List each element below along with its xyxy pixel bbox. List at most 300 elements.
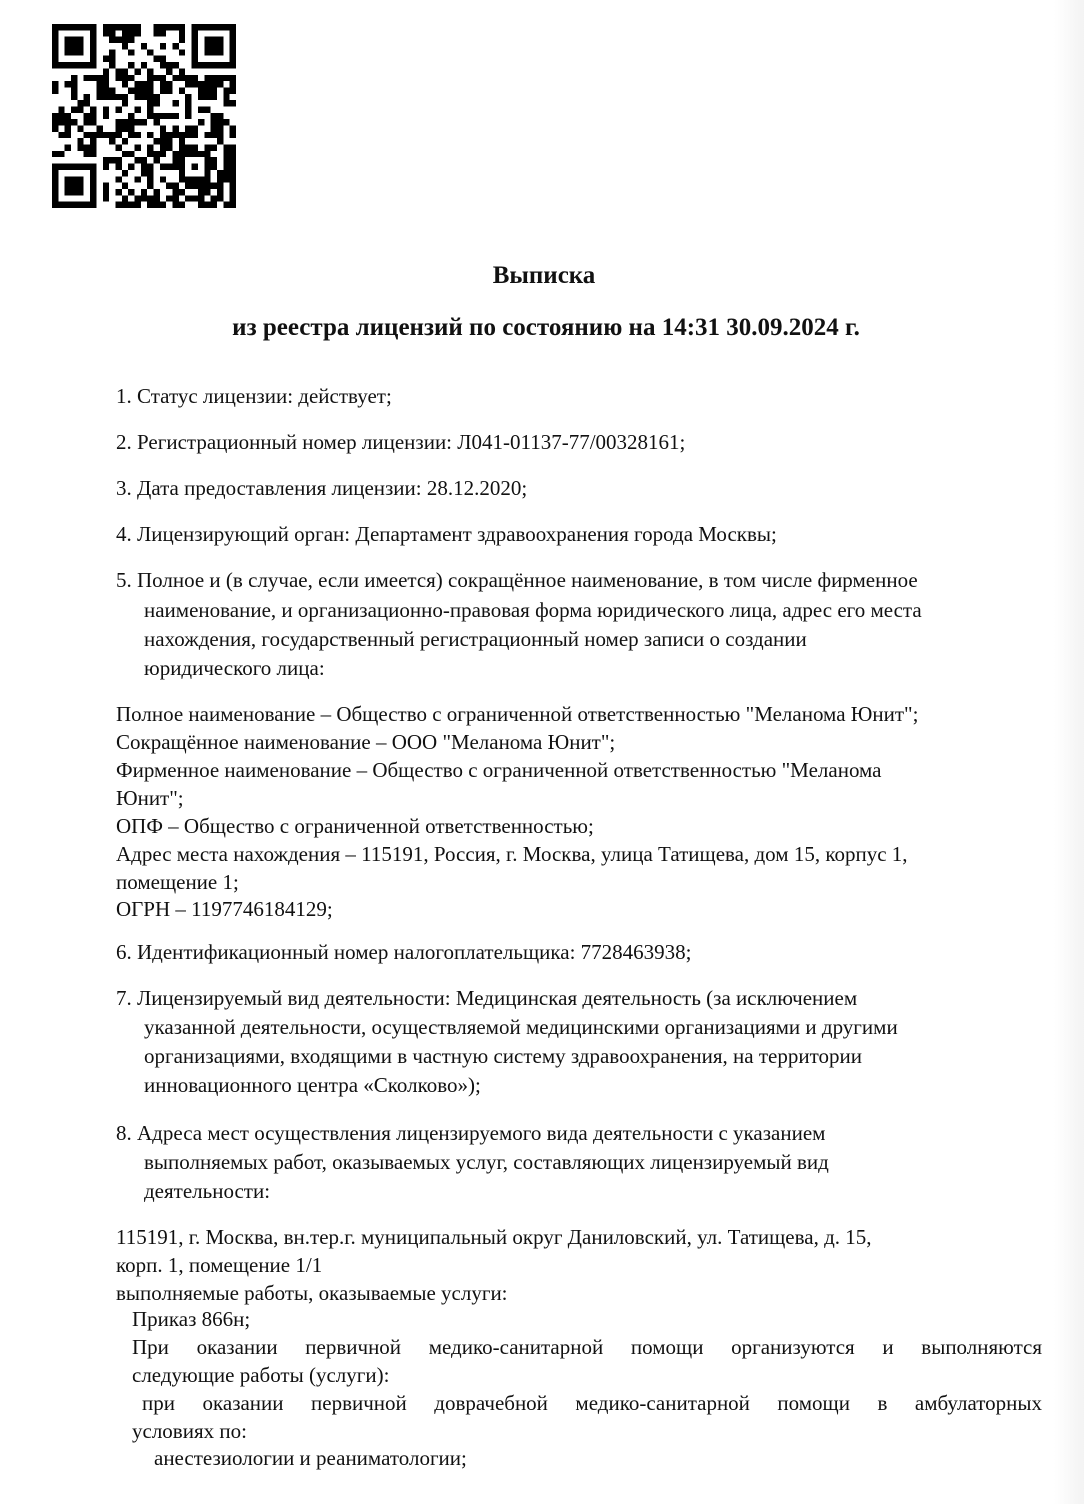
- qr-module: [223, 100, 229, 106]
- qr-module: [230, 189, 236, 195]
- qr-module: [77, 62, 83, 68]
- qr-module: [204, 176, 210, 182]
- qr-module: [230, 24, 236, 30]
- item7-line: указанной деятельности, осуществляемой медицинскими организациями и другими: [144, 1015, 898, 1039]
- qr-module: [192, 145, 198, 151]
- qr-module: [128, 37, 134, 43]
- qr-module: [211, 126, 217, 132]
- qr-module: [166, 81, 172, 87]
- qr-module: [128, 49, 134, 55]
- qr-module: [185, 94, 191, 100]
- address-line-cont: помещение 1;: [116, 870, 239, 894]
- services-paragraph-line: При оказании первичной медико-санитарной помощи организуются и выполняются: [132, 1335, 1042, 1359]
- qr-module: [154, 119, 160, 125]
- qr-module: [90, 164, 96, 170]
- qr-module: [230, 81, 236, 87]
- qr-module: [77, 189, 83, 195]
- qr-module: [52, 81, 58, 87]
- qr-module: [217, 81, 223, 87]
- qr-module: [166, 62, 172, 68]
- qr-module: [103, 106, 109, 112]
- qr-module: [211, 119, 217, 125]
- qr-module: [173, 100, 179, 106]
- qr-module: [230, 176, 236, 182]
- qr-module: [90, 119, 96, 125]
- qr-module: [211, 49, 217, 55]
- qr-module: [147, 151, 153, 157]
- qr-module: [160, 81, 166, 87]
- qr-module: [166, 138, 172, 144]
- qr-module: [179, 151, 185, 157]
- qr-module: [103, 30, 109, 36]
- item-license-date: 3. Дата предоставления лицензии: 28.12.2020;: [116, 476, 528, 500]
- document-title: Выписка: [492, 262, 596, 289]
- qr-module: [173, 195, 179, 201]
- qr-module: [128, 113, 134, 119]
- qr-module: [147, 94, 153, 100]
- qr-module: [192, 75, 198, 81]
- qr-module: [179, 24, 185, 30]
- qr-module: [192, 126, 198, 132]
- qr-module: [154, 113, 160, 119]
- activity-address-line-cont: корп. 1, помещение 1/1: [116, 1253, 323, 1277]
- qr-module: [122, 151, 128, 157]
- qr-module: [52, 195, 58, 201]
- activity-address-line: 115191, г. Москва, вн.тер.г. муниципальный округ Даниловский, ул. Татищева, д. 15,: [116, 1225, 872, 1249]
- qr-module: [160, 62, 166, 68]
- qr-module: [154, 202, 160, 208]
- qr-module: [134, 87, 140, 93]
- qr-module: [160, 202, 166, 208]
- qr-module: [122, 202, 128, 208]
- qr-module: [185, 100, 191, 106]
- qr-module: [90, 106, 96, 112]
- qr-module: [204, 151, 210, 157]
- qr-module: [204, 75, 210, 81]
- qr-module: [217, 195, 223, 201]
- services-paragraph-line-cont: следующие работы (услуги):: [132, 1363, 390, 1387]
- qr-module: [230, 100, 236, 106]
- qr-module: [122, 37, 128, 43]
- qr-module: [52, 183, 58, 189]
- qr-module: [52, 126, 58, 132]
- qr-module: [230, 170, 236, 176]
- qr-module: [115, 202, 121, 208]
- qr-module: [185, 81, 191, 87]
- qr-module: [65, 132, 71, 138]
- ogrn-line: ОГРН – 1197746184129;: [116, 897, 333, 921]
- qr-module: [211, 37, 217, 43]
- qr-module: [77, 176, 83, 182]
- qr-module: [115, 157, 121, 163]
- qr-module: [185, 176, 191, 182]
- qr-module: [230, 157, 236, 163]
- qr-module: [230, 56, 236, 62]
- qr-module: [122, 119, 128, 125]
- outpatient-line: при оказании первичной доврачебной медико-санитарной помощи в амбулаторных: [142, 1391, 1042, 1415]
- item5-line: юридического лица:: [144, 656, 325, 680]
- qr-module: [204, 170, 210, 176]
- qr-module: [223, 176, 229, 182]
- qr-module: [128, 164, 134, 170]
- qr-module: [115, 176, 121, 182]
- qr-module: [128, 189, 134, 195]
- qr-module: [71, 189, 77, 195]
- qr-module: [96, 81, 102, 87]
- qr-module: [179, 145, 185, 151]
- qr-module: [109, 37, 115, 43]
- qr-module: [52, 56, 58, 62]
- qr-module: [65, 202, 71, 208]
- qr-module: [115, 24, 121, 30]
- qr-module: [160, 75, 166, 81]
- qr-module: [134, 176, 140, 182]
- qr-module: [77, 126, 83, 132]
- qr-module: [52, 151, 58, 157]
- qr-module: [103, 24, 109, 30]
- qr-module: [122, 30, 128, 36]
- qr-module: [217, 24, 223, 30]
- qr-module: [71, 94, 77, 100]
- qr-module: [230, 87, 236, 93]
- qr-module: [71, 87, 77, 93]
- qr-module: [90, 75, 96, 81]
- qr-module: [134, 202, 140, 208]
- qr-module: [204, 81, 210, 87]
- qr-module: [122, 68, 128, 74]
- qr-module: [192, 24, 198, 30]
- qr-module: [128, 126, 134, 132]
- qr-module: [65, 81, 71, 87]
- qr-module: [185, 75, 191, 81]
- qr-module: [65, 119, 71, 125]
- qr-module: [90, 43, 96, 49]
- qr-module: [141, 87, 147, 93]
- qr-module: [185, 132, 191, 138]
- qr-module: [230, 43, 236, 49]
- qr-module: [103, 68, 109, 74]
- qr-module: [52, 119, 58, 125]
- qr-module: [173, 151, 179, 157]
- qr-module: [77, 24, 83, 30]
- qr-module: [173, 189, 179, 195]
- qr-module: [65, 24, 71, 30]
- qr-module: [52, 37, 58, 43]
- qr-module: [115, 94, 121, 100]
- item5-line: нахождения, государственный регистрационный номер записи о создании: [144, 627, 807, 651]
- qr-module: [211, 75, 217, 81]
- qr-module: [198, 94, 204, 100]
- brand-name-line-cont: Юнит";: [116, 786, 184, 810]
- qr-module: [122, 81, 128, 87]
- qr-module: [103, 81, 109, 87]
- item5-line: 5. Полное и (в случае, если имеется) сокращённое наименование, в том числе фирменное: [116, 568, 918, 592]
- qr-module: [122, 183, 128, 189]
- qr-module: [65, 37, 71, 43]
- qr-module: [134, 119, 140, 125]
- qr-module: [179, 75, 185, 81]
- qr-module: [58, 113, 64, 119]
- outpatient-line-cont: условиях по:: [132, 1419, 247, 1443]
- qr-module: [204, 189, 210, 195]
- qr-module: [115, 132, 121, 138]
- qr-module: [185, 151, 191, 157]
- qr-module: [173, 157, 179, 163]
- qr-module: [122, 43, 128, 49]
- qr-module: [109, 132, 115, 138]
- qr-module: [122, 100, 128, 106]
- qr-module: [192, 43, 198, 49]
- qr-module: [173, 126, 179, 132]
- qr-module: [192, 49, 198, 55]
- qr-module: [90, 132, 96, 138]
- qr-module: [90, 37, 96, 43]
- qr-module: [128, 119, 134, 125]
- qr-module: [160, 176, 166, 182]
- qr-module: [185, 145, 191, 151]
- qr-module: [103, 157, 109, 163]
- qr-module: [134, 68, 140, 74]
- qr-module: [204, 132, 210, 138]
- qr-module: [58, 151, 64, 157]
- qr-module: [179, 170, 185, 176]
- qr-module: [115, 75, 121, 81]
- qr-module: [103, 56, 109, 62]
- qr-module: [90, 62, 96, 68]
- qr-module: [109, 49, 115, 55]
- qr-module: [103, 94, 109, 100]
- qr-module: [160, 126, 166, 132]
- qr-module: [141, 43, 147, 49]
- qr-module: [147, 176, 153, 182]
- qr-module: [217, 189, 223, 195]
- qr-module: [134, 24, 140, 30]
- qr-module: [154, 151, 160, 157]
- qr-module: [71, 176, 77, 182]
- qr-module: [77, 100, 83, 106]
- qr-module: [166, 113, 172, 119]
- qr-module: [71, 106, 77, 112]
- qr-module: [217, 119, 223, 125]
- qr-module: [179, 49, 185, 55]
- qr-module: [198, 24, 204, 30]
- qr-module: [90, 189, 96, 195]
- qr-module: [58, 62, 64, 68]
- qr-module: [71, 49, 77, 55]
- qr-module: [52, 30, 58, 36]
- qr-module: [204, 43, 210, 49]
- item-registration-number: 2. Регистрационный номер лицензии: Л041-01137-77/00328161;: [116, 430, 686, 454]
- qr-module: [115, 68, 121, 74]
- qr-module: [192, 176, 198, 182]
- qr-module: [179, 132, 185, 138]
- qr-module: [230, 195, 236, 201]
- qr-module: [109, 30, 115, 36]
- qr-module: [147, 132, 153, 138]
- qr-module: [109, 56, 115, 62]
- qr-module: [198, 81, 204, 87]
- qr-module: [134, 30, 140, 36]
- qr-module: [179, 176, 185, 182]
- qr-module: [185, 195, 191, 201]
- qr-module: [192, 62, 198, 68]
- qr-module: [166, 68, 172, 74]
- qr-module: [109, 62, 115, 68]
- qr-module: [128, 132, 134, 138]
- anesthesiology-line: анестезиологии и реаниматологии;: [154, 1446, 467, 1470]
- qr-module: [211, 157, 217, 163]
- qr-module: [223, 151, 229, 157]
- qr-module: [58, 132, 64, 138]
- qr-module: [173, 132, 179, 138]
- qr-module: [84, 94, 90, 100]
- qr-module: [166, 183, 172, 189]
- qr-module: [115, 164, 121, 170]
- qr-module: [134, 145, 140, 151]
- qr-module: [217, 43, 223, 49]
- qr-module: [173, 164, 179, 170]
- qr-module: [115, 37, 121, 43]
- qr-module: [134, 81, 140, 87]
- qr-module: [204, 49, 210, 55]
- qr-module: [154, 94, 160, 100]
- qr-module: [154, 189, 160, 195]
- qr-module: [211, 132, 217, 138]
- qr-module: [96, 75, 102, 81]
- qr-module: [84, 132, 90, 138]
- legal-form-line: ОПФ – Общество с ограниченной ответственностью;: [116, 814, 594, 838]
- qr-module: [223, 75, 229, 81]
- qr-module: [154, 75, 160, 81]
- qr-module: [52, 189, 58, 195]
- qr-module: [147, 145, 153, 151]
- qr-module: [96, 94, 102, 100]
- qr-module: [166, 164, 172, 170]
- qr-module: [141, 62, 147, 68]
- qr-module: [103, 75, 109, 81]
- order-line: Приказ 866н;: [132, 1307, 251, 1331]
- qr-module: [109, 157, 115, 163]
- qr-module: [179, 157, 185, 163]
- qr-module: [192, 56, 198, 62]
- qr-module: [147, 113, 153, 119]
- qr-module: [90, 24, 96, 30]
- qr-module: [65, 126, 71, 132]
- qr-module: [90, 151, 96, 157]
- qr-module: [160, 113, 166, 119]
- qr-module: [198, 202, 204, 208]
- qr-module: [223, 170, 229, 176]
- qr-module: [52, 202, 58, 208]
- qr-module: [192, 132, 198, 138]
- qr-module: [192, 30, 198, 36]
- qr-module: [185, 183, 191, 189]
- qr-module: [71, 37, 77, 43]
- qr-module: [84, 62, 90, 68]
- qr-module: [217, 75, 223, 81]
- qr-module: [192, 151, 198, 157]
- qr-module: [230, 145, 236, 151]
- qr-module: [65, 183, 71, 189]
- qr-module: [185, 106, 191, 112]
- qr-module: [154, 56, 160, 62]
- qr-module: [147, 100, 153, 106]
- qr-module: [211, 43, 217, 49]
- qr-module: [128, 87, 134, 93]
- qr-module: [160, 132, 166, 138]
- qr-module: [141, 170, 147, 176]
- qr-module: [166, 195, 172, 201]
- item-inn: 6. Идентификационный номер налогоплательщика: 7728463938;: [116, 940, 692, 964]
- qr-module: [65, 176, 71, 182]
- qr-module: [160, 87, 166, 93]
- qr-module: [77, 183, 83, 189]
- qr-module: [198, 183, 204, 189]
- qr-module: [65, 62, 71, 68]
- qr-module: [160, 43, 166, 49]
- qr-module: [192, 37, 198, 43]
- qr-module: [103, 132, 109, 138]
- qr-module: [154, 138, 160, 144]
- qr-module: [58, 119, 64, 125]
- qr-module: [192, 81, 198, 87]
- qr-module: [223, 94, 229, 100]
- qr-module: [179, 138, 185, 144]
- qr-module: [211, 81, 217, 87]
- qr-module: [217, 49, 223, 55]
- qr-module: [147, 49, 153, 55]
- qr-module: [109, 138, 115, 144]
- qr-module: [90, 138, 96, 144]
- qr-module: [198, 87, 204, 93]
- qr-module: [90, 202, 96, 208]
- qr-module: [147, 164, 153, 170]
- qr-module: [198, 195, 204, 201]
- qr-module: [90, 145, 96, 151]
- qr-module: [230, 183, 236, 189]
- qr-module: [223, 62, 229, 68]
- qr-module: [84, 202, 90, 208]
- address-line: Адрес места нахождения – 115191, Россия, г. Москва, улица Татищева, дом 15, корпус 1,: [116, 842, 908, 866]
- qr-module: [103, 87, 109, 93]
- qr-module: [109, 24, 115, 30]
- qr-module: [223, 87, 229, 93]
- qr-module: [84, 113, 90, 119]
- qr-module: [84, 119, 90, 125]
- qr-module: [141, 119, 147, 125]
- qr-module: [217, 138, 223, 144]
- qr-module: [179, 87, 185, 93]
- qr-module: [65, 43, 71, 49]
- qr-module: [147, 87, 153, 93]
- qr-module: [58, 106, 64, 112]
- qr-module: [204, 157, 210, 163]
- qr-module: [71, 43, 77, 49]
- qr-module: [122, 170, 128, 176]
- qr-module: [71, 164, 77, 170]
- qr-module: [147, 183, 153, 189]
- services-heading: выполняемые работы, оказываемые услуги:: [116, 1281, 508, 1305]
- qr-module: [96, 132, 102, 138]
- qr-module: [154, 157, 160, 163]
- item7-line: инновационного центра «Сколково»);: [144, 1073, 481, 1097]
- qr-module: [217, 126, 223, 132]
- qr-module: [141, 81, 147, 87]
- qr-module: [128, 24, 134, 30]
- qr-module: [90, 30, 96, 36]
- qr-module: [77, 37, 83, 43]
- qr-module: [179, 30, 185, 36]
